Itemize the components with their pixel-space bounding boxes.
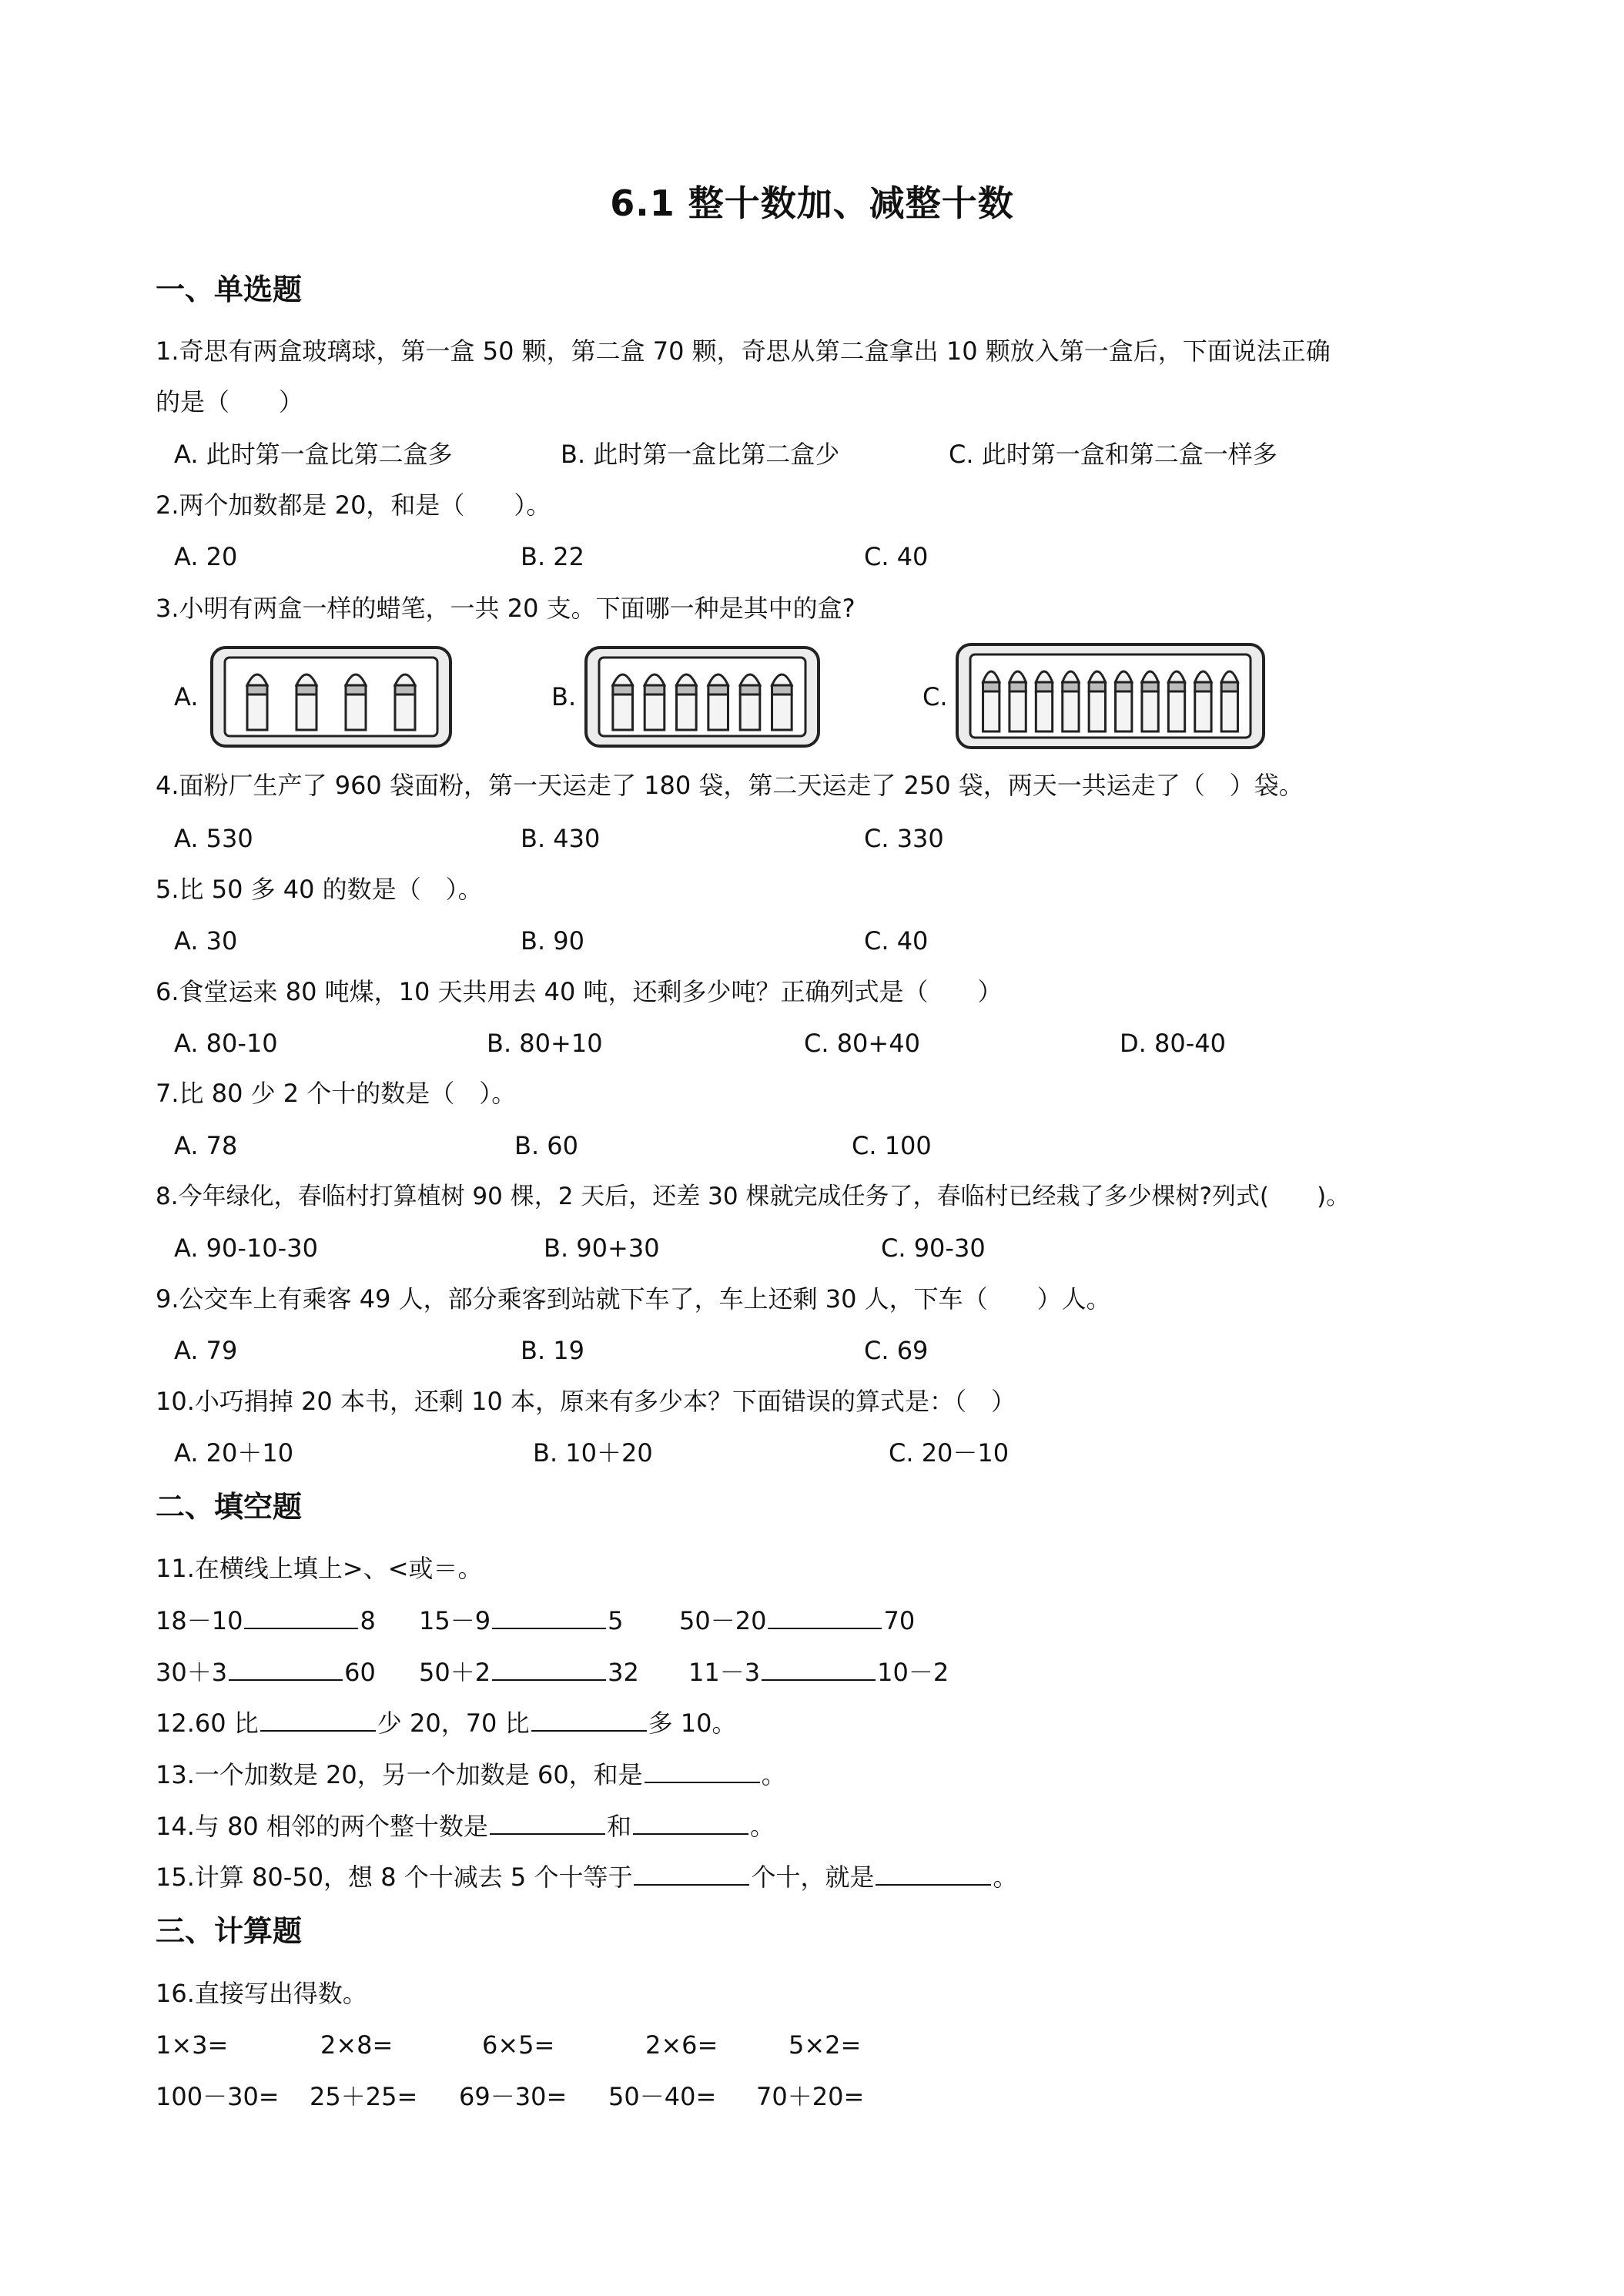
answer-blank[interactable] (229, 1656, 343, 1681)
answer-blank[interactable] (633, 1810, 748, 1835)
calc-item: 70＋20= (756, 2082, 865, 2111)
question-8-option-a[interactable]: A. 90-10-30 (174, 1233, 318, 1263)
question-15-text: 。 (993, 1863, 1018, 1892)
compare-left: 11－3 (688, 1658, 761, 1687)
answer-blank[interactable] (492, 1605, 606, 1629)
question-3-option-b[interactable]: B. (551, 682, 577, 711)
question-5-option-b[interactable]: B. 90 (521, 926, 585, 956)
calc-item: 25＋25= (310, 2082, 418, 2111)
question-11-row-2-item-2 (419, 1656, 639, 1688)
crayon-icon (1221, 671, 1237, 731)
crayon-icon (983, 671, 1000, 731)
question-2-stem: 2.两个加数都是 20，和是（ ）。 (156, 490, 551, 520)
crayon-icon (1116, 671, 1132, 731)
compare-right: 10－2 (877, 1658, 949, 1687)
crayon-icon (247, 674, 267, 730)
question-12-text: 少 20，70 比 (377, 1709, 530, 1738)
crayon-box-4-image (209, 645, 453, 748)
crayon-icon (1089, 671, 1105, 731)
question-8-stem: 8.今年绿化，春临村打算植树 90 棵，2 天后，还差 30 棵就完成任务了，春临村已经栽了多少棵树?列式( )。 (156, 1183, 1351, 1210)
question-8-option-b[interactable]: B. 90+30 (544, 1233, 660, 1263)
question-6-option-a[interactable]: A. 80-10 (174, 1029, 278, 1058)
question-3-option-c[interactable]: C. (922, 682, 948, 711)
calc-item: 5×2= (789, 2030, 862, 2060)
question-15-text: 个十，就是 (751, 1863, 875, 1892)
crayon-icon (740, 674, 760, 730)
crayon-icon (1036, 671, 1052, 731)
answer-blank[interactable] (634, 1861, 749, 1886)
question-9-option-a[interactable]: A. 79 (174, 1336, 238, 1365)
question-1-stem: 1.奇思有两盒玻璃球，第一盒 50 颗，第二盒 70 颗，奇思从第二盒拿出 10 颗放入第一盒后，下面说法正确 (156, 336, 1331, 366)
section-heading-single-choice: 一、单选题 (156, 273, 303, 306)
compare-right: 32 (608, 1658, 639, 1687)
question-4-option-c[interactable]: C. 330 (864, 824, 944, 853)
question-4-option-a[interactable]: A. 530 (174, 824, 253, 853)
question-1-option-a[interactable]: A. 此时第一盒比第二盒多 (174, 440, 453, 469)
crayon-icon (613, 674, 633, 730)
question-13-text: 13.一个加数是 20，另一个加数是 60，和是 (156, 1760, 643, 1789)
answer-blank[interactable] (768, 1605, 882, 1629)
page-title: 6.1 整十数加、减整十数 (610, 182, 1014, 224)
crayon-icon (395, 674, 415, 730)
question-1-option-c[interactable]: C. 此时第一盒和第二盒一样多 (949, 440, 1277, 469)
crayon-icon (1195, 671, 1211, 731)
question-7-option-a[interactable]: A. 78 (174, 1131, 238, 1160)
question-6-stem: 6.食堂运来 80 吨煤，10 天共用去 40 吨，还剩多少吨？正确列式是（ ） (156, 977, 1003, 1006)
question-6-option-b[interactable]: B. 80+10 (487, 1029, 603, 1058)
question-2-option-c[interactable]: C. 40 (864, 542, 929, 571)
crayon-icon (1142, 671, 1158, 731)
question-16-stem: 16.直接写出得数。 (156, 1979, 367, 2008)
question-15-text: 15.计算 80-50，想 8 个十减去 5 个十等于 (156, 1863, 633, 1892)
question-9-stem: 9.公交车上有乘客 49 人，部分乘客到站就下车了，车上还剩 30 人，下车（ ）人。 (156, 1284, 1111, 1314)
question-9-option-b[interactable]: B. 19 (521, 1336, 585, 1365)
question-5-stem: 5.比 50 多 40 的数是（ ）。 (156, 875, 483, 904)
question-2-option-b[interactable]: B. 22 (521, 542, 585, 571)
question-12 (156, 1707, 737, 1739)
calc-item: 100－30= (156, 2082, 280, 2111)
answer-blank[interactable] (876, 1861, 991, 1886)
calc-item: 50－40= (608, 2082, 717, 2111)
crayon-icon (1010, 671, 1026, 731)
answer-blank[interactable] (492, 1656, 606, 1681)
answer-blank[interactable] (244, 1605, 358, 1629)
question-5-option-a[interactable]: A. 30 (174, 926, 238, 956)
question-10-option-a[interactable]: A. 20＋10 (174, 1438, 294, 1468)
calc-item: 69－30= (459, 2082, 568, 2111)
calc-item: 2×8= (320, 2030, 393, 2060)
question-12-text: 多 10。 (648, 1709, 737, 1738)
compare-right: 70 (883, 1606, 916, 1635)
question-13 (156, 1759, 786, 1790)
answer-blank[interactable] (762, 1656, 876, 1681)
calc-item: 2×6= (645, 2030, 718, 2060)
crayon-icon (645, 674, 665, 730)
calc-item: 6×5= (482, 2030, 555, 2060)
question-11-row-2-item-1 (156, 1656, 376, 1688)
crayon-box-6-image (584, 645, 821, 748)
question-6-option-d[interactable]: D. 80-40 (1120, 1029, 1226, 1058)
question-10-option-c[interactable]: C. 20－10 (889, 1438, 1010, 1468)
question-6-option-c[interactable]: C. 80+40 (804, 1029, 920, 1058)
question-11-row-1-item-1 (156, 1605, 376, 1636)
crayon-icon (1063, 671, 1079, 731)
question-2-option-a[interactable]: A. 20 (174, 542, 238, 571)
compare-left: 18－10 (156, 1606, 243, 1635)
crayon-box-10-image (955, 642, 1266, 750)
question-5-option-c[interactable]: C. 40 (864, 926, 929, 956)
compare-left: 30＋3 (156, 1658, 228, 1687)
question-8-option-c[interactable]: C. 90-30 (881, 1233, 986, 1263)
question-13-text: 。 (761, 1760, 786, 1789)
question-14-text: 和 (606, 1812, 631, 1841)
compare-right: 60 (344, 1658, 376, 1687)
crayon-icon (708, 674, 728, 730)
answer-blank[interactable] (645, 1759, 760, 1783)
crayon-icon (772, 674, 792, 730)
question-12-text: 12.60 比 (156, 1709, 259, 1738)
compare-left: 50－20 (679, 1606, 767, 1635)
question-7-option-b[interactable]: B. 60 (514, 1131, 579, 1160)
question-14 (156, 1810, 775, 1842)
question-3-option-a[interactable]: A. (174, 682, 199, 711)
question-10-option-b[interactable]: B. 10＋20 (533, 1438, 653, 1468)
question-7-option-c[interactable]: C. 100 (852, 1131, 932, 1160)
answer-blank[interactable] (260, 1707, 376, 1732)
compare-left: 15－9 (419, 1606, 491, 1635)
calc-item: 1×3= (156, 2030, 229, 2060)
answer-blank[interactable] (490, 1810, 605, 1835)
crayon-box-6 (584, 645, 821, 748)
crayon-box-4 (209, 645, 453, 748)
question-14-text: 。 (749, 1812, 775, 1841)
question-7-stem: 7.比 80 少 2 个十的数是（ ）。 (156, 1079, 517, 1108)
crayon-icon (346, 674, 366, 730)
question-11-row-1-item-3 (679, 1605, 915, 1636)
compare-right: 8 (360, 1606, 376, 1635)
section-heading-calculation: 三、计算题 (156, 1914, 303, 1948)
question-4-stem: 4.面粉厂生产了 960 袋面粉，第一天运走了 180 袋，第二天运走了 250 袋，两天一共运走了（ ）袋。 (156, 771, 1304, 800)
section-heading-fill-blank: 二、填空题 (156, 1490, 303, 1524)
question-9-option-c[interactable]: C. 69 (864, 1336, 929, 1365)
crayon-box-10 (955, 642, 1266, 750)
question-10-stem: 10.小巧捐掉 20 本书，还剩 10 本，原来有多少本？下面错误的算式是：（ ） (156, 1387, 1016, 1416)
question-3-stem: 3.小明有两盒一样的蜡笔，一共 20 支。下面哪一种是其中的盒? (156, 594, 856, 623)
question-4-option-b[interactable]: B. 430 (521, 824, 601, 853)
compare-right: 5 (608, 1606, 624, 1635)
question-11-row-1-item-2 (419, 1605, 623, 1636)
compare-left: 50＋2 (419, 1658, 491, 1687)
question-15 (156, 1861, 1018, 1893)
question-14-text: 14.与 80 相邻的两个整十数是 (156, 1812, 488, 1841)
crayon-icon (1168, 671, 1184, 731)
question-1-option-b[interactable]: B. 此时第一盒比第二盒少 (561, 440, 840, 469)
question-11-row-2-item-3 (688, 1656, 949, 1688)
question-11-stem: 11.在横线上填上>、<或＝。 (156, 1554, 483, 1583)
answer-blank[interactable] (531, 1707, 647, 1732)
question-1-stem-cont: 的是（ ） (156, 387, 304, 417)
crayon-icon (296, 674, 316, 730)
crayon-icon (677, 674, 697, 730)
